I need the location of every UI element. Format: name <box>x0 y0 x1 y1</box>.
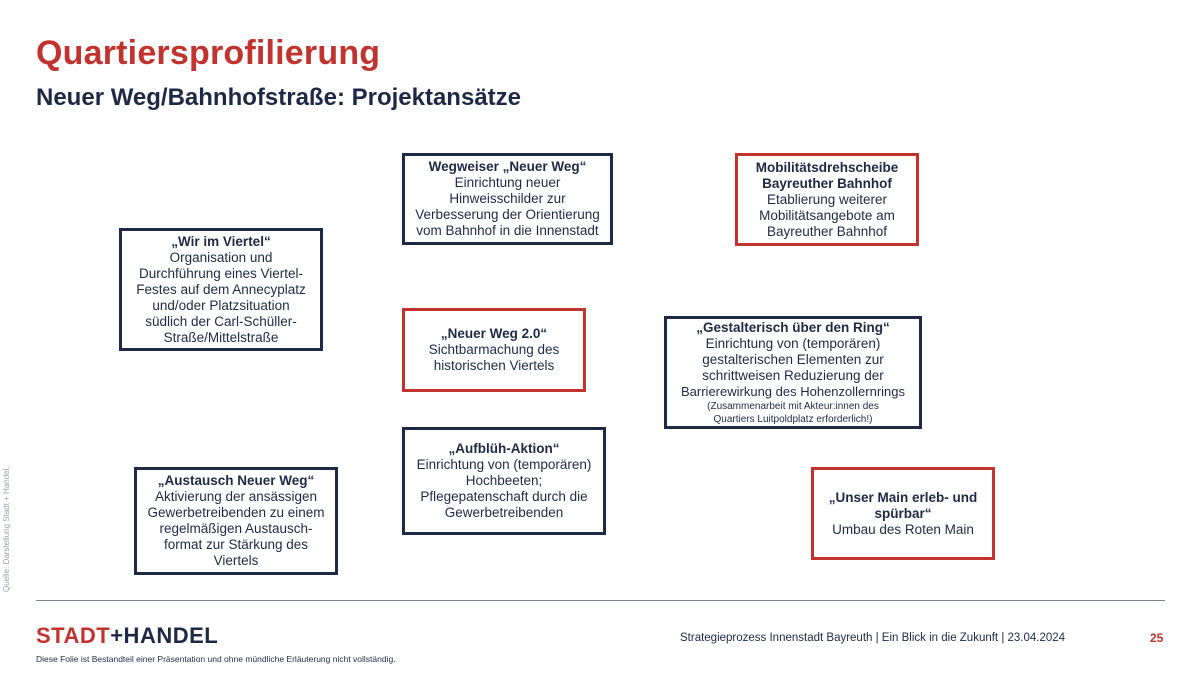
box-title: „Gestalterisch über den Ring“ <box>696 319 890 335</box>
box-wegweiser <box>402 153 613 245</box>
box-line: Viertels <box>213 553 259 568</box>
box-line: Einrichtung neuer <box>454 175 561 190</box>
box-line: vom Bahnhof in die Innenstadt <box>416 223 599 238</box>
footer-text: Strategieprozess Innenstadt Bayreuth | Ein Blick in die Zukunft | 23.04.2024 <box>680 632 1066 644</box>
box-line: schrittweisen Reduzierung der <box>702 367 884 383</box>
disclaimer: Diese Folie ist Bestandteil einer Präsentation und ohne mündliche Erläuterung nicht vollständig. <box>36 654 396 664</box>
box-line: Gewerbetreibenden zu einem <box>147 505 325 520</box>
box-gestalterisch <box>664 316 922 429</box>
box-note: (Zusammenarbeit mit Akteur:innen des <box>707 400 879 412</box>
box-note: Quartiers Luitpoldplatz erforderlich!) <box>713 413 873 425</box>
box-line: Durchführung eines Viertel- <box>138 265 304 281</box>
box-title: Bayreuther Bahnhof <box>762 175 892 191</box>
box-wir-im-viertel <box>119 228 323 351</box>
box-line: Organisation und <box>169 249 273 265</box>
box-line: format zur Stärkung des <box>163 537 309 552</box>
box-mobilitaet <box>735 153 919 246</box>
box-line: Gewerbetreibenden <box>444 505 564 520</box>
page-number: 25 <box>1150 631 1164 645</box>
box-line: Mobilitätsangebote am <box>759 207 895 223</box>
box-aufbluehen <box>402 427 606 535</box>
logo-part-handel: +HANDEL <box>110 623 219 648</box>
box-main <box>811 467 995 560</box>
box-line: Hinweisschilder zur <box>449 191 566 206</box>
source-note: Quelle: Darstellung Stadt + Handel. <box>2 466 11 592</box>
box-line: und/oder Platzsituation <box>152 297 290 313</box>
page-title: Quartiersprofilierung <box>36 34 381 72</box>
box-line: Festes auf dem Annecyplatz <box>136 281 306 297</box>
footer-divider <box>36 600 1165 601</box>
box-line: Verbesserung der Orientierung <box>415 207 600 222</box>
box-title: „Austausch Neuer Weg“ <box>157 473 315 488</box>
box-line: Hochbeeten; <box>465 473 543 488</box>
box-line: Barrierewirkung des Hohenzollernrings <box>681 383 905 399</box>
box-line: gestalterischen Elementen zur <box>702 351 884 367</box>
box-title: spürbar“ <box>874 505 932 521</box>
box-line: Umbau des Roten Main <box>832 521 974 537</box>
box-line: Aktivierung der ansässigen <box>154 489 318 504</box>
page-subtitle: Neuer Weg/Bahnhofstraße: Projektansätze <box>36 84 522 111</box>
box-neuer-weg-2 <box>402 308 586 392</box>
box-line: Bayreuther Bahnhof <box>766 223 888 239</box>
box-austausch <box>134 467 338 575</box>
box-title: Wegweiser „Neuer Weg“ <box>428 159 587 174</box>
box-line: Einrichtung von (temporären) <box>416 457 592 472</box>
box-line: Straße/Mittelstraße <box>163 329 279 345</box>
box-line: Pflegepatenschaft durch die <box>420 489 588 504</box>
box-line: regelmäßigen Austausch- <box>159 521 313 536</box>
box-title: „Wir im Viertel“ <box>171 233 271 249</box>
box-title: „Unser Main erleb- und <box>828 489 978 505</box>
box-line: Etablierung weiterer <box>766 191 888 207</box>
box-line: südlich der Carl-Schüller- <box>145 313 297 329</box>
box-title: „Aufblüh-Aktion“ <box>448 441 560 456</box>
stadt-handel-logo <box>36 623 218 649</box>
box-title: Mobilitätsdrehscheibe <box>755 159 899 175</box>
box-line: Sichtbarmachung des <box>428 342 560 357</box>
logo-part-stadt: STADT <box>36 623 111 648</box>
box-line: historischen Viertels <box>433 358 555 373</box>
box-title: „Neuer Weg 2.0“ <box>440 326 548 341</box>
box-line: Einrichtung von (temporären) <box>705 335 881 351</box>
